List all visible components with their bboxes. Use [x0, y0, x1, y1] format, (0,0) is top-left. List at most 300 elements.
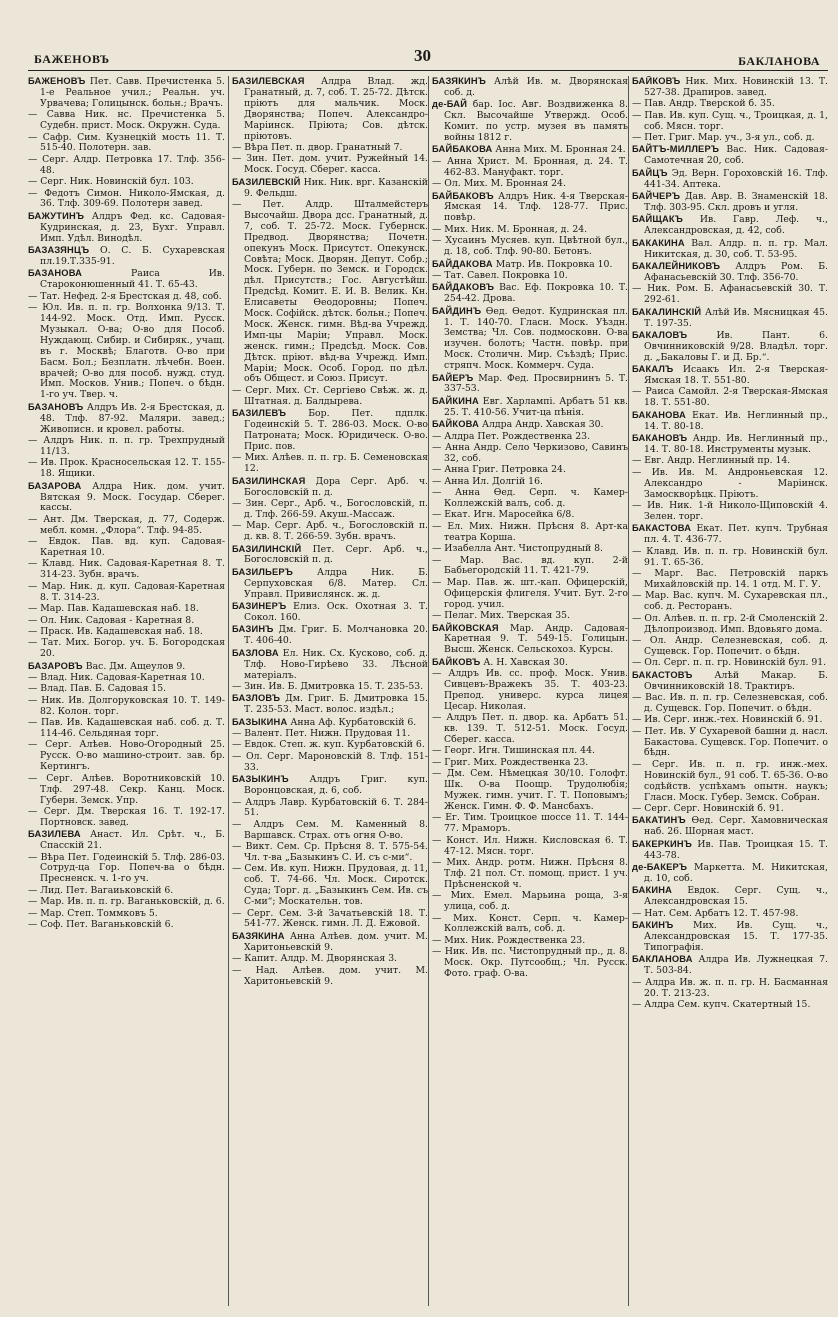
entry-surname: БАКАСТОВЪ — [632, 669, 693, 680]
entry-text: Федотъ Симон. Николо-Ямская, д. 36. Тлф. 309-69. Полотерн завед. — [40, 187, 225, 210]
entry-surname: БАКАЛИНСКІЙ — [632, 306, 702, 317]
entry-text: Вас. Дм. Ащеулов 9. — [85, 660, 186, 672]
directory-subentry — [28, 774, 225, 807]
entry-text: Алдра Влад. жд. Гранатный, д. 7, соб. Т. 25-72. Дѣтск. пріютъ для мальчик. Моск. Дворянства; Попеч. Александро-Маріинск. Пріюта; Сов. дѣтск. пріютовъ. — [244, 76, 428, 142]
entry-text: Алѣй Макар. Б. Овчинниковскій 18. Трактиръ. — [644, 669, 828, 692]
entry-text: Алдра Ник. дом. учит. Вятская 9. Моск. Гоcудар. Сберег. кассы. — [40, 480, 225, 514]
entry-surname: БАЙДАКОВА — [432, 258, 493, 269]
directory-subentry — [232, 864, 428, 908]
entry-surname: БАЖЕНОВЪ — [28, 76, 86, 86]
entry-text: Мар. Андр. Садовая-Каретная 9. Т. 549-15. Голицын. Высш. Женск. Сельскохоз. Курсы. — [444, 622, 628, 656]
directory-subentry — [632, 569, 828, 591]
entry-text: Марг. Вас. Петровскій паркъ Михайловскій пр. 14. 1 отд. М. Г. У. — [644, 567, 828, 590]
entry-surname: БАЙДАКОВЪ — [432, 282, 495, 293]
entry-text: Мих. Конст. Серп. ч. Камер-Коллежскій валъ, соб. д. — [444, 912, 628, 935]
directory-entry — [232, 544, 428, 567]
directory-entry — [632, 523, 828, 546]
directory-subentry — [432, 157, 628, 179]
entry-text: Дора Серг. Арб. ч. Богословскій п. д. — [244, 475, 428, 498]
entry-text: Мих. Ник. Рождественка 23. — [444, 934, 586, 946]
directory-subentry — [28, 853, 225, 886]
directory-subentry — [232, 682, 428, 693]
entry-text: Анаст. Ил. Срѣт. ч., Б. Спасскій 21. — [40, 829, 225, 852]
directory-entry — [232, 177, 428, 200]
entry-surname: БАЗАРОВЪ — [28, 660, 83, 671]
directory-entry — [432, 99, 628, 144]
entry-text: Серг. Серг. Новинскій б. 91. — [644, 803, 784, 814]
entry-text: Анна Аф. Курбатовскій 6. — [290, 716, 417, 728]
column-4 — [628, 76, 828, 1306]
directory-subentry — [632, 387, 828, 409]
directory-subentry — [632, 591, 828, 613]
column-3 — [428, 76, 628, 1306]
directory-subentry — [432, 858, 628, 891]
directory-subentry — [28, 110, 225, 132]
entry-surname: БАЙЩАКЪ — [632, 214, 684, 225]
entry-surname: БАЗИНЕРЪ — [232, 601, 287, 612]
directory-entry — [232, 567, 428, 601]
entry-surname: БАЙЕРЪ — [432, 372, 474, 383]
directory-subentry — [432, 813, 628, 835]
directory-entry — [432, 306, 628, 372]
directory-subentry — [28, 627, 225, 638]
directory-subentry — [232, 200, 428, 385]
entry-text: Матр. Ив. Покровка 10. — [495, 258, 613, 270]
page-number: 30 — [414, 46, 431, 65]
entry-text: Екат. Игн. Маросейка 6/8. — [444, 509, 575, 521]
entry-text: Алдръ Сем. М. Каменный 8. Варшавск. Страх. отъ огня О-во. — [244, 818, 428, 841]
entry-text: Алдръ Ник. 4-я Тверская-Ямская 14. Тлф. 128-77. Прис. повѣр. — [444, 190, 628, 224]
entry-text: Ол. Мих. М. Бронная 24. — [444, 178, 566, 190]
entry-text: Анна Христ. М. Бронная, д. 24. Т. 462-83. Мануфакт. торг. — [444, 155, 628, 178]
directory-entry — [632, 330, 828, 364]
entry-surname: БАЗАНОВЪ — [28, 401, 84, 412]
directory-subentry — [432, 225, 628, 236]
directory-entry — [632, 839, 828, 862]
directory-subentry — [28, 155, 225, 177]
directory-entry — [632, 261, 828, 284]
directory-entry — [432, 259, 628, 271]
directory-subentry — [232, 909, 428, 931]
directory-subentry — [28, 638, 225, 660]
entry-text: Исаакъ Ил. 2-я Тверская-Ямская 18. Т. 551-80. — [644, 364, 828, 387]
directory-subentry — [432, 611, 628, 622]
entry-text: Алдра Андр. Хавская 30. — [481, 419, 604, 431]
entry-text: Серг. Сем. 3-й Зачатьевскій 18. Т. 541-77. Женск. гимн. Л. Д. Ежовой. — [244, 907, 428, 930]
entry-text: Вал. Алдр. п. п. гр. Мал. Никитская, д. 30, соб. Т. 53-95. — [644, 237, 828, 260]
entry-text: Бор. Пет. пдплк. Годеинскій 5. Т. 286-03. Моск. О-во Патроната; Моск. Юридическ. О-во. Прис. пов. — [244, 408, 428, 452]
directory-subentry — [232, 521, 428, 543]
entry-text: Серг. Алѣев. Воротниковскій 10. Тлф. 297-48. Секр. Канц. Моск. Губерн. Земск. Упр. — [40, 772, 225, 806]
entry-text: Раиса Самойл. 2-я Тверская-Ямская 18. Т. 551-80. — [644, 386, 828, 409]
entry-surname: БАЗИЛЬЕРЪ — [232, 566, 294, 577]
directory-entry — [432, 623, 628, 657]
entry-text: Анна Ил. Долгій 16. — [444, 475, 543, 487]
directory-entry — [232, 624, 428, 647]
directory-entry — [28, 481, 225, 515]
directory-subentry — [432, 544, 628, 555]
directory-subentry — [232, 752, 428, 774]
directory-subentry — [432, 713, 628, 746]
entry-text: Влад. Ник. Садовая-Каретная 10. — [40, 672, 205, 684]
directory-subentry — [632, 614, 828, 636]
entry-text: Зин. Ив. Б. Дмитровка 15. Т. 235-53. — [244, 680, 424, 692]
directory-entry — [632, 191, 828, 214]
entry-text: Мих. Ник. М. Бронная, д. 24. — [444, 223, 588, 235]
entry-text: Мар. Фед. Просвирнинъ 5. Т. 337-53. — [444, 372, 628, 395]
entry-text: Мар. Серг. Арб. ч., Богословскій п. д. кв. 8. Т. 266-59. Зубн. врачъ. — [244, 520, 428, 543]
entry-surname: БАЗИЛЕВСКІЙ — [232, 176, 301, 187]
entry-text: Вас. Ник. Садовая-Самотечная 20, соб. — [644, 144, 828, 167]
page-header — [28, 8, 828, 68]
directory-entry — [632, 920, 828, 954]
entry-surname: БАЙКОВА — [432, 419, 479, 430]
directory-subentry — [632, 658, 828, 669]
entry-text: бар. Іос. Авг. Воздвиженка 8. Скл. Высочайше Утвержд. Особ. Комит. по устр. музея въ память войны 1812 г. — [444, 99, 628, 144]
entry-surname: БАКАСТОВА — [632, 523, 692, 534]
entry-text: Нат. Сем. Арбатъ 12. Т. 457-98. — [644, 907, 799, 919]
entry-text: Анна Алѣев. дом. учит. М. Харитоньевскій 9. — [244, 930, 428, 953]
entry-surname: БАКАНОВЪ — [632, 433, 688, 444]
entry-surname: БАКАКИНА — [632, 237, 685, 248]
entry-text: Серг. Алдр. Петровка 17. Тлф. 356-48. — [40, 153, 225, 176]
columns — [28, 76, 828, 1306]
entry-text: Изабелла Ант. Чистопрудный 8. — [444, 543, 603, 555]
entry-text: Савва Ник. нс. Пречистенка 5. Судебн. прист. Моск. Окружн. Суда. — [40, 109, 225, 132]
entry-text: Ант. Дм. Тверская, д. 77, Содерж. мебл. комн. „Флора“. Тлф. 94-85. — [40, 513, 225, 536]
entry-surname: БАЙЦЪ — [632, 167, 668, 178]
entry-text: Анна Мих. М. Бронная 24. — [495, 144, 626, 156]
entry-text: Серг. Алѣев. Ново-Огородный 25. Русск. О-во машино-строит. зав. бр. Кертингъ. — [40, 739, 225, 773]
directory-subentry — [432, 556, 628, 578]
entry-text: Сем. Ив. куп. Нижн. Прудовая, д. 11, соб. Т. 74-66. Чл. Моск. Сиротск. Суда; Торг. д. „Базыкинъ Сем. Ив. съ С-ми“; Москательн. тов. — [244, 863, 428, 908]
directory-subentry — [28, 292, 225, 303]
entry-text: Ол. Алѣев. п. п. гр. 2-й Смоленскій 2. Дѣлопроизвод. Имп. Вдовьяго дома. — [644, 612, 828, 635]
entry-text: Ол. Андр. Селезневская, соб. д. Сущевск. Гор. Попечит. о бѣдн. — [644, 634, 828, 657]
entry-text: Ник. Мих. Новинскій 13. Т. 527-38. Драпиров. завед. — [644, 76, 828, 98]
entry-text: Раиса Ив. Староконюшенный 41. Т. 65-43. — [40, 268, 225, 291]
entry-text: Викт. Сем. Ср. Прѣсня 8. Т. 575-54. Чл. т-ва „Базыкинъ С. И. съ с-ми“. — [244, 841, 428, 864]
entry-text: Влад. Пав. Б. Садовая 15. — [40, 683, 167, 695]
directory-subentry — [432, 465, 628, 476]
directory-subentry — [432, 746, 628, 757]
entry-text: Мар. Пав. ж. шт.-кап. Офицерскій, Офицерскія флигеля. Учит. Бут. 2-го город. учил. — [444, 576, 628, 610]
entry-text: Ник. Ив. пс. Чистопрудный пр., д. 8. Моск. Окр. Путсообщ.; Чл. Русск. Фото. граф. О-ва. — [444, 946, 628, 980]
directory-subentry — [28, 303, 225, 401]
directory-entry — [632, 307, 828, 330]
directory-entry — [232, 717, 428, 729]
directory-entry — [28, 661, 225, 673]
entry-text: Клавд. Ив. п. п. гр. Новинскій бул. 91. Т. 65-36. — [644, 545, 828, 568]
directory-subentry — [632, 909, 828, 920]
entry-text: Алдръ Фед. кс. Садовая-Кудринская, д. 23, Бухг. Управл. Имп. Удѣл. Винодѣл. — [40, 210, 225, 244]
entry-text: А. Н. Хавская 30. — [483, 656, 568, 668]
directory-entry — [28, 402, 225, 436]
directory-subentry — [28, 897, 225, 908]
entry-text: Мар. Вас. вд. куп. 2-й Бабьегородскій 11. Т. 421-79. — [444, 554, 628, 577]
directory-subentry — [28, 740, 225, 773]
directory-subentry — [232, 154, 428, 176]
entry-surname: БАЗЯКИНА — [232, 930, 285, 941]
entry-text: Мих. Алѣев. п. п. гр. Б. Семеновская 12. — [244, 452, 428, 475]
directory-subentry — [432, 758, 628, 769]
entry-text: Алдра Ив. ж. п. п. гр. Н. Басманная 20. Т. 213-23. — [644, 976, 828, 999]
entry-text: Ник. Ром. Б. Афанасьевскій 30. Т. 292-61. — [644, 283, 828, 306]
entry-surname: БАЗАНОВА — [28, 268, 83, 279]
directory-subentry — [432, 477, 628, 488]
directory-subentry — [632, 468, 828, 501]
entry-text: Алдръ Ив. 2-я Брестская, д. 48. Тлф. 87-92. Маляри. завед.; Живописн. и кровел. работы. — [40, 401, 225, 435]
directory-entry — [28, 829, 225, 852]
directory-subentry — [632, 636, 828, 658]
entry-text: Алдръ Лавр. Курбатовскій 6. Т. 284-51. — [244, 796, 428, 819]
directory-entry — [232, 693, 428, 716]
directory-subentry — [432, 669, 628, 713]
entry-text: Серг. Ив. п. п. гр. инж.-мех. Новинскій бул., 91 соб. Т. 65-36. О-во содѣйств. успѣхамъ опытн. наукъ; Гласн. Моск. Губер. Земск. Собран. — [644, 758, 828, 803]
entry-text: Ел. Мих. Нижн. Прѣсня 8. Арт-ка театра Корша. — [444, 520, 628, 543]
directory-entry — [28, 268, 225, 291]
entry-text: Конст. Ил. Нижн. Кисловская 6. Т. 47-12. Мясн. торг. — [444, 834, 628, 857]
directory-subentry — [632, 284, 828, 306]
entry-surname: БАЗИНЪ — [232, 624, 274, 635]
entry-text: Евг. Андр. Неглинный пр. 14. — [644, 455, 791, 467]
directory-subentry — [432, 936, 628, 947]
entry-text: Анна Ѳед. Серп. ч. Камер-Коллежскій валъ, соб. д. — [444, 487, 628, 510]
entry-text: Алдра Ник. Б. Серпуховская 6/8. Матер. Сл. Управл. Привислянск. ж. д. — [244, 566, 428, 600]
directory-entry — [632, 238, 828, 261]
entry-text: Над. Алѣев. дом. учит. М. Харитоньевскій 9. — [244, 964, 428, 987]
directory-subentry — [232, 954, 428, 965]
directory-entry — [632, 410, 828, 433]
entry-surname: БАЗИЛЕВЪ — [232, 408, 287, 419]
entry-text: Евдок. Серг. Сущ. ч., Александровская 15. — [644, 885, 828, 908]
directory-subentry — [28, 673, 225, 684]
directory-entry — [232, 408, 428, 453]
entry-text: Алдръ Пет. п. двор. ка. Арбатъ 51. кв. 139. Т. 512-51. Моск. Госуд. Сберег. касса. — [444, 712, 628, 746]
directory-entry — [232, 76, 428, 142]
entry-text: Вѣра Пет. Годеинскій 5. Тлф. 286-03. Сотруд-ца Гор. Попеч-ва о бѣдн. Пресненск. ч. 1-го уч. — [40, 851, 225, 885]
entry-text: Вас. Ив. п. п. гр. Селезневская, соб. д. Сущевск. Гор. Попечит. о бѣдн. — [644, 691, 828, 714]
entry-surname: БАКЛАНОВА — [632, 954, 693, 965]
directory-subentry — [432, 432, 628, 443]
directory-entry — [232, 601, 428, 624]
entry-surname: БАКАТИНЪ — [632, 815, 686, 826]
directory-subentry — [28, 133, 225, 155]
entry-text: Пет. Ив. У Сухаревой башни д. насл. Бакастова. Сущевск. Гор. Попечит. о бѣдн. — [644, 725, 828, 759]
entry-text: Андр. Ив. Неглинный пр., 14. Т. 80-18. Инструменты музык. — [644, 433, 828, 455]
directory-entry — [28, 211, 225, 245]
directory-entry — [432, 144, 628, 156]
entry-text: Эд. Верн. Гороховскій 16. Тлф. 441-34. Аптека. — [644, 167, 828, 190]
directory-subentry — [28, 458, 225, 480]
entry-text: Ив. Ник. 1-й Николо-Щиповскій 4. Зелен. торг. — [644, 500, 828, 522]
directory-subentry — [432, 510, 628, 521]
entry-text: Алдръ Ром. Б. Афанасьевскій 30. Тлф. 356-70. — [644, 261, 828, 283]
entry-text: Ив. Пав. Троицкая 15. Т. 443-78. — [644, 838, 828, 861]
entry-text: Тат. Нефед. 2-я Брестская д. 48, соб. — [40, 290, 222, 302]
directory-subentry — [632, 133, 828, 144]
entry-text: Дм. Григ. Б. Дмитровка 15. Т. 235-53. Маст. волос. издѣл.; — [244, 693, 428, 716]
directory-entry — [232, 648, 428, 682]
entry-text: О. С. Б. Сухаревская пл.19.Т.335-91. — [40, 245, 225, 267]
entry-text: Пелаг. Мих. Тверская 35. — [444, 610, 571, 622]
entry-text: Алдръ Ив. сс. проф. Моск. Унив. Сивцевъ-Вражекъ 35. Т. 403-23. Препод. универс. курса лицея Цесар. Николая. — [444, 668, 628, 712]
entry-text: Алдръ Григ. куп. Воронцовская, д. 6, соб. — [244, 774, 428, 797]
directory-entry — [28, 76, 225, 110]
directory-entry — [632, 815, 828, 838]
directory-entry — [632, 862, 828, 885]
directory-entry — [232, 476, 428, 499]
entry-text: Анна Андр. Село Черкизово, Савинъ 32, соб. — [444, 442, 628, 464]
entry-surname: БАЙЧЕРЪ — [632, 191, 681, 202]
entry-text: Пав. Андр. Тверской б. 35. — [644, 98, 775, 110]
entry-surname: БАЗЯКИНЪ — [432, 76, 487, 86]
directory-subentry — [632, 111, 828, 133]
directory-subentry — [232, 386, 428, 408]
entry-text: Ив. Прок. Красносельская 12. Т. 155-18. Ящики. — [40, 457, 225, 480]
entry-text: Ег. Тим. Троицкое шоссе 11. Т. 144-77. Мраморъ. — [444, 812, 628, 835]
entry-surname: БАЗЫКИНЪ — [232, 774, 289, 785]
entry-surname: де-БАЙ — [432, 99, 468, 110]
entry-text: Мих. Андр. ротм. Нижн. Прѣсня 8. Тлф. 21 пол. Ст. помощ. прист. 1 уч. Прѣсненской ч. — [444, 857, 628, 890]
directory-subentry — [432, 488, 628, 510]
directory-subentry — [28, 616, 225, 627]
directory-subentry — [28, 537, 225, 559]
entry-text: Ник. Ник. врг. Казанскій 9. Фельдш. — [244, 176, 428, 199]
entry-surname: БАЙКОВЪ — [432, 656, 481, 667]
entry-surname: БАЗЫКИНА — [232, 716, 288, 727]
entry-text: Алѣй Ив. Мясницкая 45. Т. 197-35. — [644, 306, 828, 329]
entry-surname: БАЗИЛЕВА — [28, 829, 81, 840]
entry-text: Мар. Пав. Кадашевская наб. 18. — [40, 603, 199, 615]
directory-subentry — [232, 453, 428, 475]
directory-subentry — [232, 842, 428, 864]
entry-text: Екат. Ив. Неглинный пр., 14. Т. 80-18. — [644, 409, 828, 432]
entry-text: Соф. Пет. Ваганьковскій 6. — [40, 918, 174, 930]
directory-entry — [632, 76, 828, 99]
entry-text: Ив. Ив. М. Андроньевская 12. Александро - Маріинск. Замоскворѣцк. Пріютъ. — [644, 466, 828, 500]
header-first-entry: БАЖЕНОВЪ — [34, 52, 110, 66]
directory-subentry — [28, 582, 225, 604]
entry-text: Ив. Гавр. Леф. ч., Александровская, д. 42, соб. — [644, 214, 828, 237]
directory-subentry — [232, 729, 428, 740]
entry-text: Пет. Алдр. Шталмейстеръ Высочайш. Двора дсс. Гранатный, д. 7, соб. Т. 25-72. Моск. Губернск. Предвод. Дворянства; Почетн. опекунъ Моск. Присутст. Опекунск. Совѣта; Моск. Дворян. Депут. Собр.; Моск. Губерн. по Земск. и Городск. дѣл. Присутств.; Гос. Августѣйш. Предсѣд. Комит. Е. И. В. Велик. Кн. Елисаветы Ѳеодоровны; Попеч. Моск. Софійск. дѣтск. больн.; Попеч. Моск. Женск. гимн. Вѣд-ва Учрежд. Имп-цы Маріи; Управл. Моск. женск. гимн.; Предсѣд. Моск. Сов. Дѣтск. пріют. вѣд-ва Учрежд. Имп. Маріи; Моск. Особ. Город. по дѣл. объ Общест. и Союз. Присут. — [244, 198, 428, 385]
directory-subentry — [28, 920, 225, 931]
entry-text: Евдок. Степ. ж. куп. Курбатовскій 6. — [244, 739, 425, 751]
entry-text: Ив. Пант. 6. Овчинниковскій 9/28. Владѣл. торг. д. „Бакаловы Г. и Д. Бр.“. — [644, 329, 828, 363]
entry-text: Серг. Мих. Ст. Сергіево Свѣж. ж. д. Штатная. д. Балдырева. — [244, 384, 428, 407]
entry-text: Григ. Мих. Рождественка 23. — [444, 756, 589, 768]
entry-surname: БАЖУТИНЪ — [28, 210, 85, 221]
directory-subentry — [432, 836, 628, 858]
directory-subentry — [28, 718, 225, 740]
entry-text: Алдръ Ник. п. п. гр. Трехпрудный 11/13. — [40, 435, 225, 457]
entry-surname: БАЙДИНЪ — [432, 305, 482, 316]
entry-text: Серг. Дм. Тверская 16. Т. 192-17. Портновск. завед. — [40, 805, 225, 828]
directory-entry — [432, 396, 628, 419]
directory-subentry — [632, 547, 828, 569]
directory-subentry — [28, 177, 225, 188]
directory-subentry — [28, 559, 225, 581]
entry-text: Пет. Савв. Пречистенка 5. 1-е Реальное учил.; Реальн. уч. Урвачева; Голицынск. больн.; Врачъ. — [40, 76, 225, 109]
directory-subentry — [432, 179, 628, 190]
directory-entry — [28, 245, 225, 268]
directory-entry — [432, 657, 628, 669]
entry-text: Алѣй Ив. м. Дворянская соб. д. — [444, 76, 628, 98]
entry-text: Дав. Авр. В. Знаменскій 18. Тлф. 303-95. Скл. дровъ и угля. — [644, 191, 828, 213]
entry-text: Пав. Ив. куп. Сущ. ч., Троицкая, д. 1, соб. Мясн. торг. — [644, 109, 828, 132]
directory-subentry — [28, 189, 225, 211]
entry-text: Мар. Ив. п. п. гр. Ваганьковскій, д. 6. — [40, 896, 225, 908]
directory-subentry — [232, 966, 428, 988]
header-rule — [28, 70, 828, 71]
directory-subentry — [28, 696, 225, 718]
entry-text: Елиз. Оск. Охотная 3. Т. Сокол. 160. — [244, 601, 428, 623]
directory-subentry — [432, 443, 628, 465]
directory-subentry — [28, 886, 225, 897]
entry-surname: БАКЕРКИНЪ — [632, 838, 693, 849]
entry-text: Ѳед. Ѳедот. Кудринская пл. 1. Т. 140-70. Гласн. Моск. Уѣздн. Земства; Чл. Сов. подмосковн. О-ва изучен. болотъ; Частн. повѣр. при Моск. Столичн. Мир. Съѣздѣ; Прис. стряпч. Моск. Коммерч. Суда. — [444, 305, 628, 372]
entry-text: Ел. Ник. Сх. Кусково, соб. д. Тлф. Ново-Гирѣево 33. Лѣсной матеріалъ. — [244, 647, 428, 681]
directory-subentry — [632, 1000, 828, 1011]
directory-subentry — [432, 891, 628, 913]
directory-subentry — [232, 820, 428, 842]
directory-subentry — [28, 909, 225, 920]
directory-subentry — [632, 978, 828, 1000]
entry-text: Ол. Серг. п. п. гр. Новинскій бул. 91. — [644, 657, 827, 669]
entry-surname: БАКИНЪ — [632, 920, 674, 931]
entry-surname: БАЗАЗЯНЦЪ — [28, 245, 90, 256]
directory-subentry — [28, 604, 225, 615]
directory-subentry — [632, 501, 828, 523]
directory-subentry — [432, 271, 628, 282]
entry-surname: БАЙТЪ-МИЛЛЕРЪ — [632, 144, 720, 155]
entry-text: Мих. Ив. Сущ. ч., Александровская 15. Т. 177-35. Типографія. — [644, 920, 828, 953]
directory-subentry — [632, 727, 828, 760]
entry-text: Вѣра Пет. п. двор. Гранатный 7. — [244, 141, 403, 153]
directory-entry — [632, 214, 828, 237]
directory-entry — [432, 419, 628, 431]
entry-surname: БАЗИЛИНСКІЙ — [232, 543, 302, 554]
entry-text: Зин. Пет. дом. учит. Ружейный 14. Моск. Госуд. Сберег. касса. — [244, 153, 428, 176]
directory-entry — [232, 774, 428, 797]
directory-entry — [632, 885, 828, 908]
entry-text: Маркетта. М. Никитская, д. 10, соб. — [644, 862, 828, 884]
entry-surname: БАЗИЛИНСКАЯ — [232, 475, 306, 486]
entry-text: Анна Григ. Петровка 24. — [444, 464, 566, 476]
entry-surname: БАЙБАКОВА — [432, 144, 493, 155]
directory-entry — [632, 168, 828, 191]
entry-surname: БАЙКОВСКАЯ — [432, 622, 499, 633]
entry-text: Ѳед. Серг. Хамовническая наб. 26. Шорная маст. — [644, 815, 828, 838]
entry-text: Праск. Ив. Кадашевская наб. 18. — [40, 625, 203, 637]
entry-text: Хусаинъ Мусяев. куп. Цвѣтной бул., д. 18, соб. Тлф. 90-80. Бетонъ. — [444, 235, 628, 258]
directory-entry — [632, 364, 828, 387]
entry-text: Екат. Пет. купч. Трубная пл. 4. Т. 436-77. — [644, 523, 828, 546]
entry-text: Серг. Ник. Новинскій бул. 103. — [40, 176, 194, 188]
header-last-entry: БАКЛАНОВА — [738, 54, 820, 68]
entry-text: Сафр. Сим. Кузнецкій мость 11. Т. 515-40. Полотерн. зав. — [40, 131, 225, 154]
entry-text: Алдра Сем. купч. Скатертный 15. — [644, 998, 811, 1010]
directory-entry — [432, 373, 628, 396]
entry-surname: БАКАЛЪ — [632, 364, 674, 375]
entry-text: Алдра Пет. Рождественка 23. — [444, 430, 591, 442]
entry-surname: БАКИНА — [632, 885, 673, 896]
directory-entry — [632, 670, 828, 693]
directory-entry — [432, 191, 628, 225]
directory-subentry — [432, 522, 628, 544]
directory-subentry — [232, 499, 428, 521]
